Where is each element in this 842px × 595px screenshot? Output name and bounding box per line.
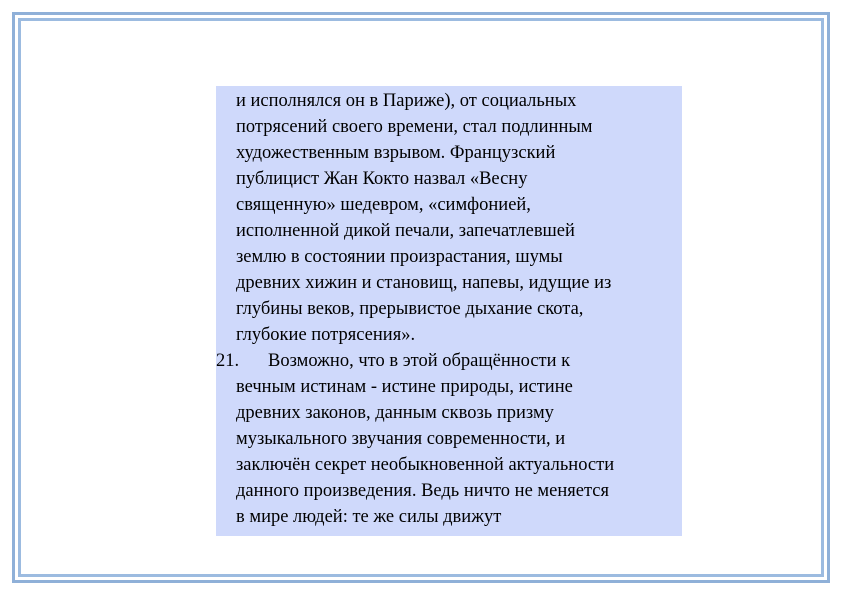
text-line: и исполнялся он в Париже), от социальных [236, 91, 577, 111]
paragraph-number: 21. [216, 351, 240, 371]
text-line: музыкального звучания современности, и [236, 429, 566, 449]
text-line: публицист Жан Кокто назвал «Весну [236, 169, 528, 189]
text-line: заключён секрет необыкновенной актуальности [236, 455, 615, 475]
text-line: потрясений своего времени, стал подлинным [236, 117, 593, 137]
text-line: исполненной дикой печали, запечатлевшей [236, 221, 575, 241]
text-line: глубины веков, прерывистое дыхание скота, [236, 299, 584, 319]
text-line: вечным истинам - истине природы, истине [236, 377, 573, 397]
text-line: древних законов, данным сквозь призму [236, 403, 554, 423]
numbered-paragraph-first-line [216, 348, 682, 374]
text-line: древних хижин и становищ, напевы, идущие из [236, 273, 612, 293]
text-line: данного произведения. Ведь ничто не меняется [236, 481, 609, 501]
text-line: землю в состоянии произрастания, шумы [236, 247, 563, 267]
text-line: Возможно, что в этой обращённости к [268, 351, 571, 371]
text-line: священную» шедевром, «симфонией, [236, 195, 531, 215]
text-box [216, 86, 682, 536]
text-line: глубокие потрясения». [236, 325, 416, 345]
text-line: в мире людей: те же силы движут [236, 507, 502, 527]
text-line: художественным взрывом. Французский [236, 143, 556, 163]
